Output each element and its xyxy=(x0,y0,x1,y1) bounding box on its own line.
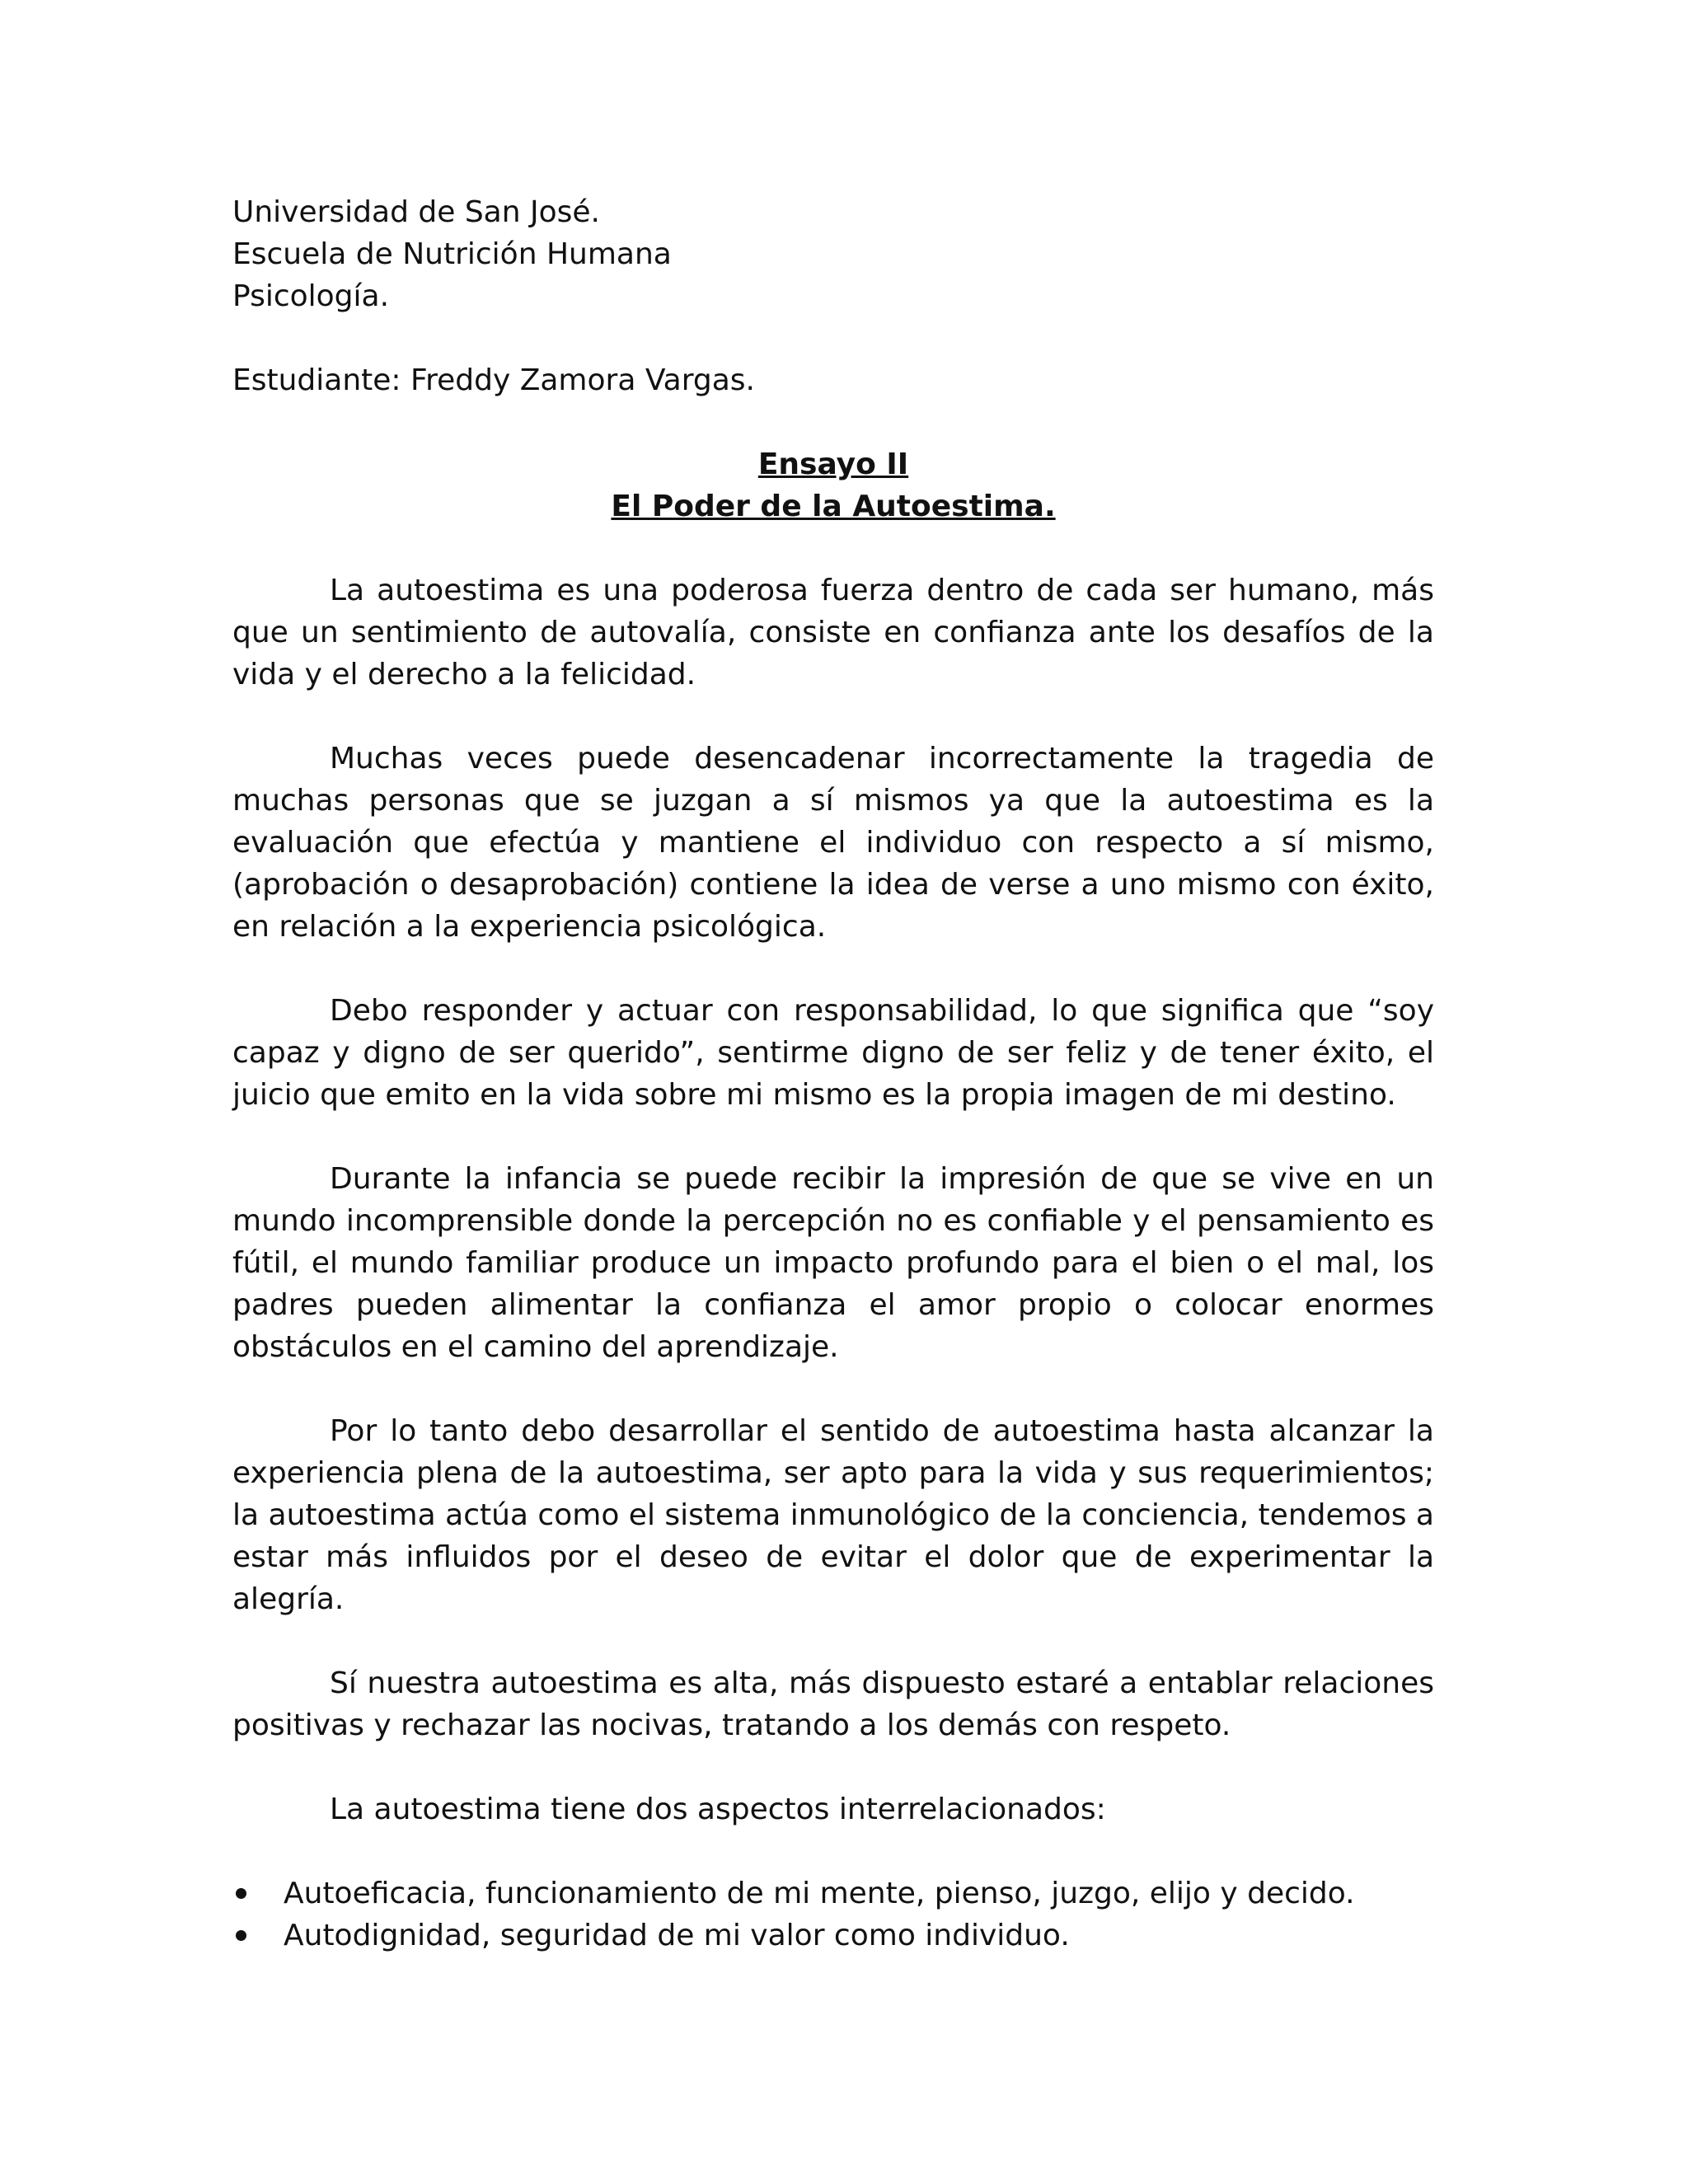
university-name: Universidad de San José. xyxy=(232,195,600,229)
paragraph: Muchas veces puede desencadenar incorrectamente la tragedia de muchas personas que se juzgan a sí mismos ya que la autoestima es la evaluación que efectúa y mantiene el individuo con respecto a sí mismo, (aprobación o desaprobación) contiene la idea de verse a uno mismo con éxito, en relación a la experiencia psicológica. xyxy=(232,742,1434,944)
paragraph: Por lo tanto debo desarrollar el sentido de autoestima hasta alcanzar la experiencia plena de la autoestima, ser apto para la vida y sus requerimientos; la autoestima actúa como el sistema inmunológico de la conciencia, tendemos a estar más influidos por el deseo de evitar el dolor que de experimentar la alegría. xyxy=(232,1414,1434,1616)
essay-title-block xyxy=(232,443,1434,527)
essay-subtitle: El Poder de la Autoestima. xyxy=(611,490,1056,523)
list-item-text: Autodignidad, seguridad de mi valor como individuo. xyxy=(284,1919,1070,1952)
paragraph: Durante la infancia se puede recibir la impresión de que se vive en un mundo incomprensible donde la percepción no es confiable y el pensamiento es fútil, el mundo familiar produce un impacto profundo para el bien o el mal, los padres pueden alimentar la confianza el amor propio o colocar enormes obstáculos en el camino del aprendizaje. xyxy=(232,1162,1434,1364)
bullet-icon xyxy=(236,1888,246,1899)
paragraph: La autoestima tiene dos aspectos interrelacionados: xyxy=(330,1793,1106,1826)
list-item xyxy=(232,1872,1434,1915)
bullet-icon xyxy=(236,1930,246,1941)
course-name: Psicología. xyxy=(232,279,390,313)
document-page xyxy=(232,191,1434,1957)
list-item xyxy=(232,1915,1434,1957)
paragraph: Sí nuestra autoestima es alta, más dispuesto estaré a entablar relaciones positivas y rechazar las nocivas, tratando a los demás con respeto. xyxy=(232,1666,1434,1742)
aspects-list xyxy=(232,1872,1434,1957)
list-item-text: Autoeficacia, funcionamiento de mi mente, pienso, juzgo, elijo y decido. xyxy=(284,1877,1355,1910)
essay-title: Ensayo II xyxy=(757,448,909,481)
document-header xyxy=(232,191,1434,317)
student-name: Estudiante: Freddy Zamora Vargas. xyxy=(232,363,755,397)
school-name: Escuela de Nutrición Humana xyxy=(232,237,672,271)
paragraph: Debo responder y actuar con responsabilidad, lo que significa que “soy capaz y digno de ser querido”, sentirme digno de ser feliz y de tener éxito, el juicio que emito en la vida sobre mi mismo es la propia imagen de mi destino. xyxy=(232,994,1434,1112)
paragraph: La autoestima es una poderosa fuerza dentro de cada ser humano, más que un sentimiento de autovalía, consiste en confianza ante los desafíos de la vida y el derecho a la felicidad. xyxy=(232,574,1434,691)
